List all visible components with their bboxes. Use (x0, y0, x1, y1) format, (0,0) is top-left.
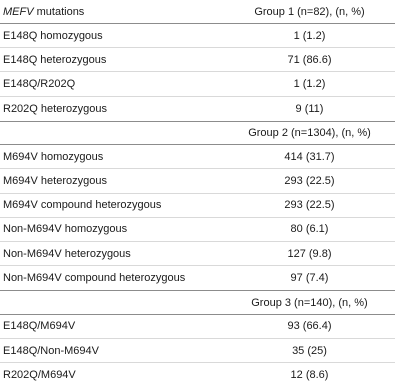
mutation-cell: Non-M694V homozygous (3, 223, 128, 236)
table-row (0, 194, 395, 218)
table-row (0, 218, 395, 242)
mutation-cell: E148Q/Non-M694V (3, 344, 99, 357)
mutation-cell: E148Q/M694V (3, 320, 76, 333)
value-cell: 1 (1.2) (293, 29, 326, 42)
mutation-cell: E148Q homozygous (3, 29, 103, 42)
value-cell: 293 (22.5) (284, 175, 335, 188)
group2-header: Group 2 (n=1304), (n, %) (248, 127, 371, 139)
table-row (0, 266, 395, 290)
table-row (0, 363, 395, 387)
mutation-cell: Non-M694V compound heterozygous (3, 272, 186, 285)
mutation-cell: E148Q/R202Q (3, 77, 76, 90)
value-cell: 414 (31.7) (284, 150, 335, 163)
table-row (0, 169, 395, 193)
mutation-cell: Non-M694V heterozygous (3, 247, 131, 260)
table-row (0, 315, 395, 339)
group3-header: Group 3 (n=140), (n, %) (251, 296, 368, 309)
mutation-cell: R202Q/M694V (3, 369, 76, 382)
column-header-mutations (0, 6, 228, 18)
value-cell: 93 (66.4) (287, 320, 332, 333)
mutation-cell: M694V heterozygous (3, 175, 107, 188)
table-row (0, 72, 395, 96)
table-row (0, 339, 395, 363)
value-cell: 35 (25) (292, 344, 327, 357)
column-header-group1: Group 1 (n=82), (n, %) (254, 5, 365, 18)
mutation-cell: R202Q heterozygous (3, 102, 107, 115)
value-cell: 80 (6.1) (290, 223, 329, 236)
mutation-cell: M694V compound heterozygous (3, 199, 162, 212)
table-header-row (0, 0, 395, 24)
mutation-cell: E148Q heterozygous (3, 53, 107, 66)
group2-header-row (0, 121, 395, 146)
table-row (0, 97, 395, 121)
column-header-suffix: mutations (33, 5, 85, 18)
value-cell: 97 (7.4) (290, 272, 329, 285)
table-row (0, 242, 395, 266)
value-cell: 71 (86.6) (287, 53, 332, 66)
group3-header-row (0, 290, 395, 315)
table-row (0, 48, 395, 72)
mutation-cell: M694V homozygous (3, 150, 104, 163)
gene-name: MEFV (3, 5, 34, 18)
value-cell: 1 (1.2) (293, 77, 326, 90)
table-row (0, 145, 395, 169)
value-cell: 9 (11) (295, 102, 324, 115)
value-cell: 127 (9.8) (287, 247, 332, 260)
value-cell: 293 (22.5) (284, 199, 335, 212)
table-row (0, 24, 395, 48)
value-cell: 12 (8.6) (290, 369, 329, 382)
